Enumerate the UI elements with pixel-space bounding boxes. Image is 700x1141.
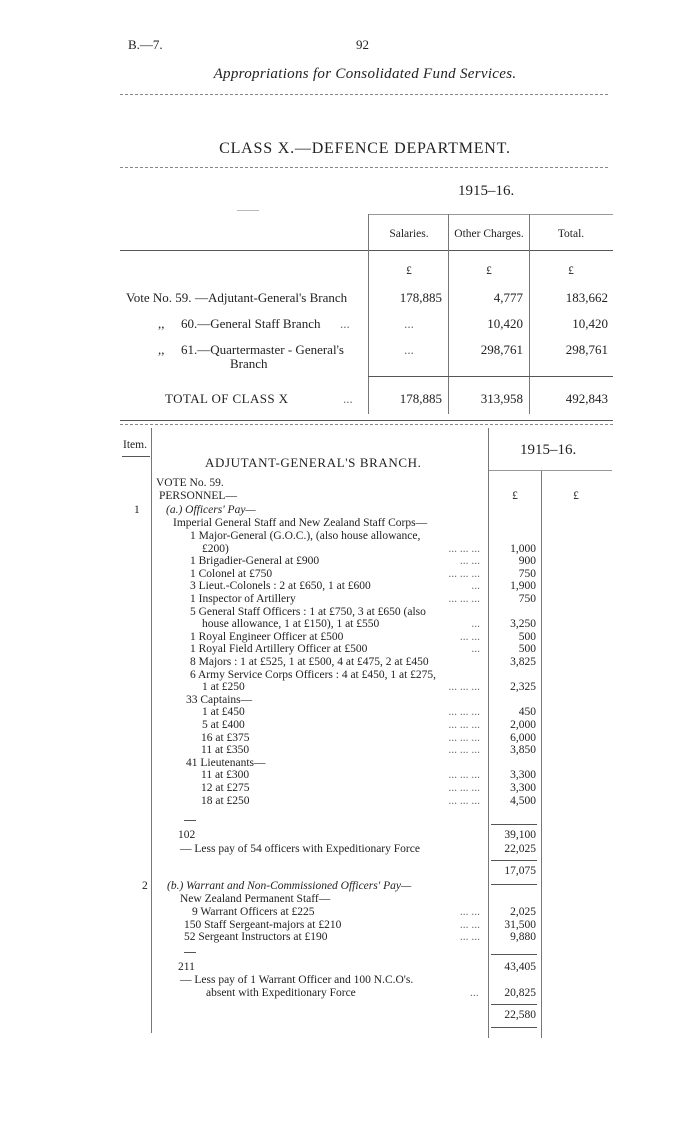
summary-header-rule xyxy=(120,250,613,251)
summary-divider-2 xyxy=(448,214,449,414)
pay-line-amount: 3,300 xyxy=(510,769,536,782)
col-other-header: Other Charges. xyxy=(454,228,524,240)
vote-heading: VOTE No. 59. xyxy=(156,477,224,489)
pay-line-amount: 3,300 xyxy=(510,782,536,794)
leader-dots: ... xyxy=(471,580,480,593)
vote-name-continued: Branch xyxy=(230,356,268,371)
pay-line-text: 11 at £350 xyxy=(201,744,250,757)
pay-line-amount: 450 xyxy=(518,706,536,719)
pay-line-text: 1 Royal Engineer Officer at £500 xyxy=(190,630,344,643)
leader-dots: ... xyxy=(471,643,480,656)
pay-line-text: 150 Staff Sergeant-majors at £210 xyxy=(184,918,342,931)
summary-year: 1915–16. xyxy=(458,183,515,199)
leader-dots: ... ... xyxy=(459,918,480,931)
pay-line-amount: 9,880 xyxy=(510,931,536,944)
leader-dots: ... ... ... xyxy=(448,567,480,580)
officers-total-count: 102 xyxy=(178,829,196,841)
pay-line-amount: 500 xyxy=(518,643,536,656)
subtotal-rule xyxy=(491,824,537,825)
warrant-less-line: — Less pay of 1 Warrant Officer and 100 N.C.O's. xyxy=(180,974,414,986)
vote-name: —Adjutant-General's Branch xyxy=(195,290,348,305)
leader-dots: ... ... xyxy=(459,931,480,944)
other-value: 4,777 xyxy=(493,290,523,305)
summary-bottom-rule-2 xyxy=(120,424,613,425)
vote-name: 60.—General Staff Branch xyxy=(181,316,321,331)
leader-dots: ... ... ... xyxy=(448,769,480,782)
warrant-pay-heading: (b.) Warrant and Non-Commissioned Officers' Pay— xyxy=(167,880,412,892)
document-reference: B.—7. xyxy=(128,37,163,52)
vote-label: Vote No. 59. xyxy=(126,290,192,305)
total-other: 313,958 xyxy=(480,391,523,406)
pay-line-text: 6 Army Service Corps Officers : 4 at £450, 1 at £275, xyxy=(190,668,437,681)
pay-line-text: 12 at £275 xyxy=(201,782,250,794)
officers-pay-heading: (a.) Officers' Pay— xyxy=(166,504,256,516)
pay-line-amount: 2,025 xyxy=(510,906,536,918)
total-currency: £ xyxy=(568,265,574,277)
leader-dots: ... xyxy=(470,987,479,999)
officers-less-line: — Less pay of 54 officers with Expeditionary Force xyxy=(180,843,420,855)
summary-total-rule xyxy=(368,376,613,377)
item-header-rule xyxy=(122,456,150,457)
staff-corps-heading: Imperial General Staff and New Zealand Staff Corps— xyxy=(173,517,428,529)
pay-line-text: 1 Major-General (G.O.C.), (also house allowance, xyxy=(190,530,421,542)
total-value: 298,761 xyxy=(565,342,608,357)
summary-bottom-rule xyxy=(120,420,613,421)
leader-dots: ... ... xyxy=(459,906,480,918)
pay-line-text: 18 at £250 xyxy=(201,794,250,807)
pay-line-text: 16 at £375 xyxy=(201,731,250,744)
pay-line-amount: 3,850 xyxy=(510,744,536,757)
total-label: TOTAL OF CLASS X xyxy=(165,391,289,406)
pay-line-text: 1 Inspector of Artillery xyxy=(190,593,296,605)
item-number-1: 1 xyxy=(134,504,140,516)
pay-line-text: 1 Brigadier-General at £900 xyxy=(190,555,320,568)
pay-line-text: £200) xyxy=(202,542,229,555)
warrant-total-count: 211 xyxy=(178,961,195,973)
total-value: 10,420 xyxy=(572,316,608,331)
amount-column-divider xyxy=(488,428,489,1038)
summary-divider-1 xyxy=(368,214,369,414)
item-number-2: 2 xyxy=(142,880,148,892)
vote-name: 61.—Quartermaster - General's xyxy=(181,342,344,357)
pay-line-text: 33 Captains— xyxy=(186,693,253,706)
pay-line-amount: 6,000 xyxy=(510,731,536,744)
pay-line-amount: 900 xyxy=(518,555,536,568)
warrant-subtotal-rule xyxy=(491,954,537,955)
warrant-less-line-2: absent with Expeditionary Force xyxy=(206,987,356,999)
leader-dots: ... ... ... xyxy=(448,542,480,555)
leader-dots: ... xyxy=(340,316,350,331)
count-rule xyxy=(184,820,196,821)
detail-year-rule xyxy=(489,470,612,471)
leader-dots: ... xyxy=(343,391,353,406)
other-value: 298,761 xyxy=(480,342,523,357)
warrant-count-rule xyxy=(184,952,196,953)
summary-year-rule xyxy=(368,214,613,215)
pay-line-amount: 3,250 xyxy=(510,618,536,631)
total-currency: £ xyxy=(573,490,579,502)
leader-dots: ... ... ... xyxy=(448,744,480,757)
pay-line-amount: 500 xyxy=(518,630,536,643)
leader-dots: ... xyxy=(471,618,480,631)
personnel-heading: PERSONNEL— xyxy=(159,490,237,502)
total-column-divider xyxy=(541,470,542,1038)
leader-dots: ... ... ... xyxy=(448,731,480,744)
other-currency: £ xyxy=(486,265,492,277)
leader-dots: ... ... xyxy=(459,630,480,643)
salaries-value: 178,885 xyxy=(399,290,442,305)
pay-line-text: 11 at £300 xyxy=(201,769,250,782)
pay-line-text: 5 General Staff Officers : 1 at £750, 3 at £650 (also xyxy=(190,605,426,618)
salaries-value: ... xyxy=(404,342,414,357)
pay-line-text: house allowance, 1 at £150), 1 at £550 xyxy=(202,618,380,631)
leader-dots: ... ... ... xyxy=(448,794,480,807)
leader-dots: ... ... ... xyxy=(448,719,480,731)
warrant-net-bottom-rule xyxy=(491,1027,537,1028)
net-rule xyxy=(491,860,537,861)
amount-currency: £ xyxy=(512,490,518,502)
pay-line-text: 3 Lieut.-Colonels : 2 at £650, 1 at £600 xyxy=(190,580,371,593)
warrant-net: 22,580 xyxy=(504,1009,536,1021)
header-rule xyxy=(120,94,608,95)
col-salaries-header: Salaries. xyxy=(389,228,429,240)
leader-dots: ... ... ... xyxy=(448,681,480,694)
detail-year: 1915–16. xyxy=(520,442,577,458)
total-value: 183,662 xyxy=(565,290,608,305)
pay-line-amount: 3,825 xyxy=(510,656,536,668)
pay-line-amount: 1,900 xyxy=(510,580,536,593)
pay-line-text: 52 Sergeant Instructors at £190 xyxy=(184,931,328,944)
leader-dots: ... ... ... xyxy=(448,782,480,794)
officers-less-value: 22,025 xyxy=(504,843,536,855)
pay-line-text: 1 Royal Field Artillery Officer at £500 xyxy=(190,643,368,656)
summary-divider-3 xyxy=(529,214,530,414)
pay-line-amount: 2,000 xyxy=(510,719,536,731)
pay-line-text: 9 Warrant Officers at £225 xyxy=(192,906,315,918)
other-value: 10,420 xyxy=(487,316,523,331)
salaries-value: ... xyxy=(404,316,414,331)
pay-line-text: 1 at £450 xyxy=(202,706,245,719)
summary-stub-mark xyxy=(237,210,259,211)
total-salaries: 178,885 xyxy=(399,391,442,406)
pay-line-text: 1 Colonel at £750 xyxy=(190,567,273,580)
pay-line-amount: 750 xyxy=(518,567,536,580)
leader-dots: ... ... xyxy=(459,555,480,568)
pay-line-amount: 2,325 xyxy=(510,681,536,694)
officers-subtotal: 39,100 xyxy=(504,829,536,841)
warrant-net-rule xyxy=(491,1004,537,1005)
pay-line-amount: 1,000 xyxy=(510,542,536,555)
pay-line-text: 8 Majors : 1 at £525, 1 at £500, 4 at £475, 2 at £450 xyxy=(190,656,429,668)
leader-dots: ... ... ... xyxy=(448,593,480,605)
pay-line-amount: 31,500 xyxy=(504,918,536,931)
item-header: Item. xyxy=(123,439,147,451)
col-total-header: Total. xyxy=(557,228,585,240)
pay-line-text: 41 Lieutenants— xyxy=(186,756,266,769)
leader-dots: ... ... ... xyxy=(448,706,480,719)
branch-title: ADJUTANT-GENERAL'S BRANCH. xyxy=(205,455,422,470)
pay-line-text: 5 at £400 xyxy=(202,719,245,731)
officers-net: 17,075 xyxy=(504,865,536,877)
page-number: 92 xyxy=(356,37,369,52)
pay-line-amount: 4,500 xyxy=(510,794,536,807)
net-bottom-rule xyxy=(491,884,537,885)
class-title-rule xyxy=(120,167,608,168)
warrant-less-value: 20,825 xyxy=(504,987,536,999)
pay-line-text: 1 at £250 xyxy=(202,681,245,694)
nz-permanent-staff: New Zealand Permanent Staff— xyxy=(180,893,331,905)
running-title: Appropriations for Consolidated Fund Services. xyxy=(213,66,517,82)
pay-line-amount: 750 xyxy=(518,593,536,605)
item-column-divider xyxy=(151,428,152,1033)
vote-label: ,, xyxy=(158,316,165,331)
class-title: CLASS X.—DEFENCE DEPARTMENT. xyxy=(219,140,511,157)
total-total: 492,843 xyxy=(565,391,608,406)
vote-label: ,, xyxy=(158,342,165,357)
warrant-subtotal: 43,405 xyxy=(504,961,536,973)
salaries-currency: £ xyxy=(406,265,412,277)
